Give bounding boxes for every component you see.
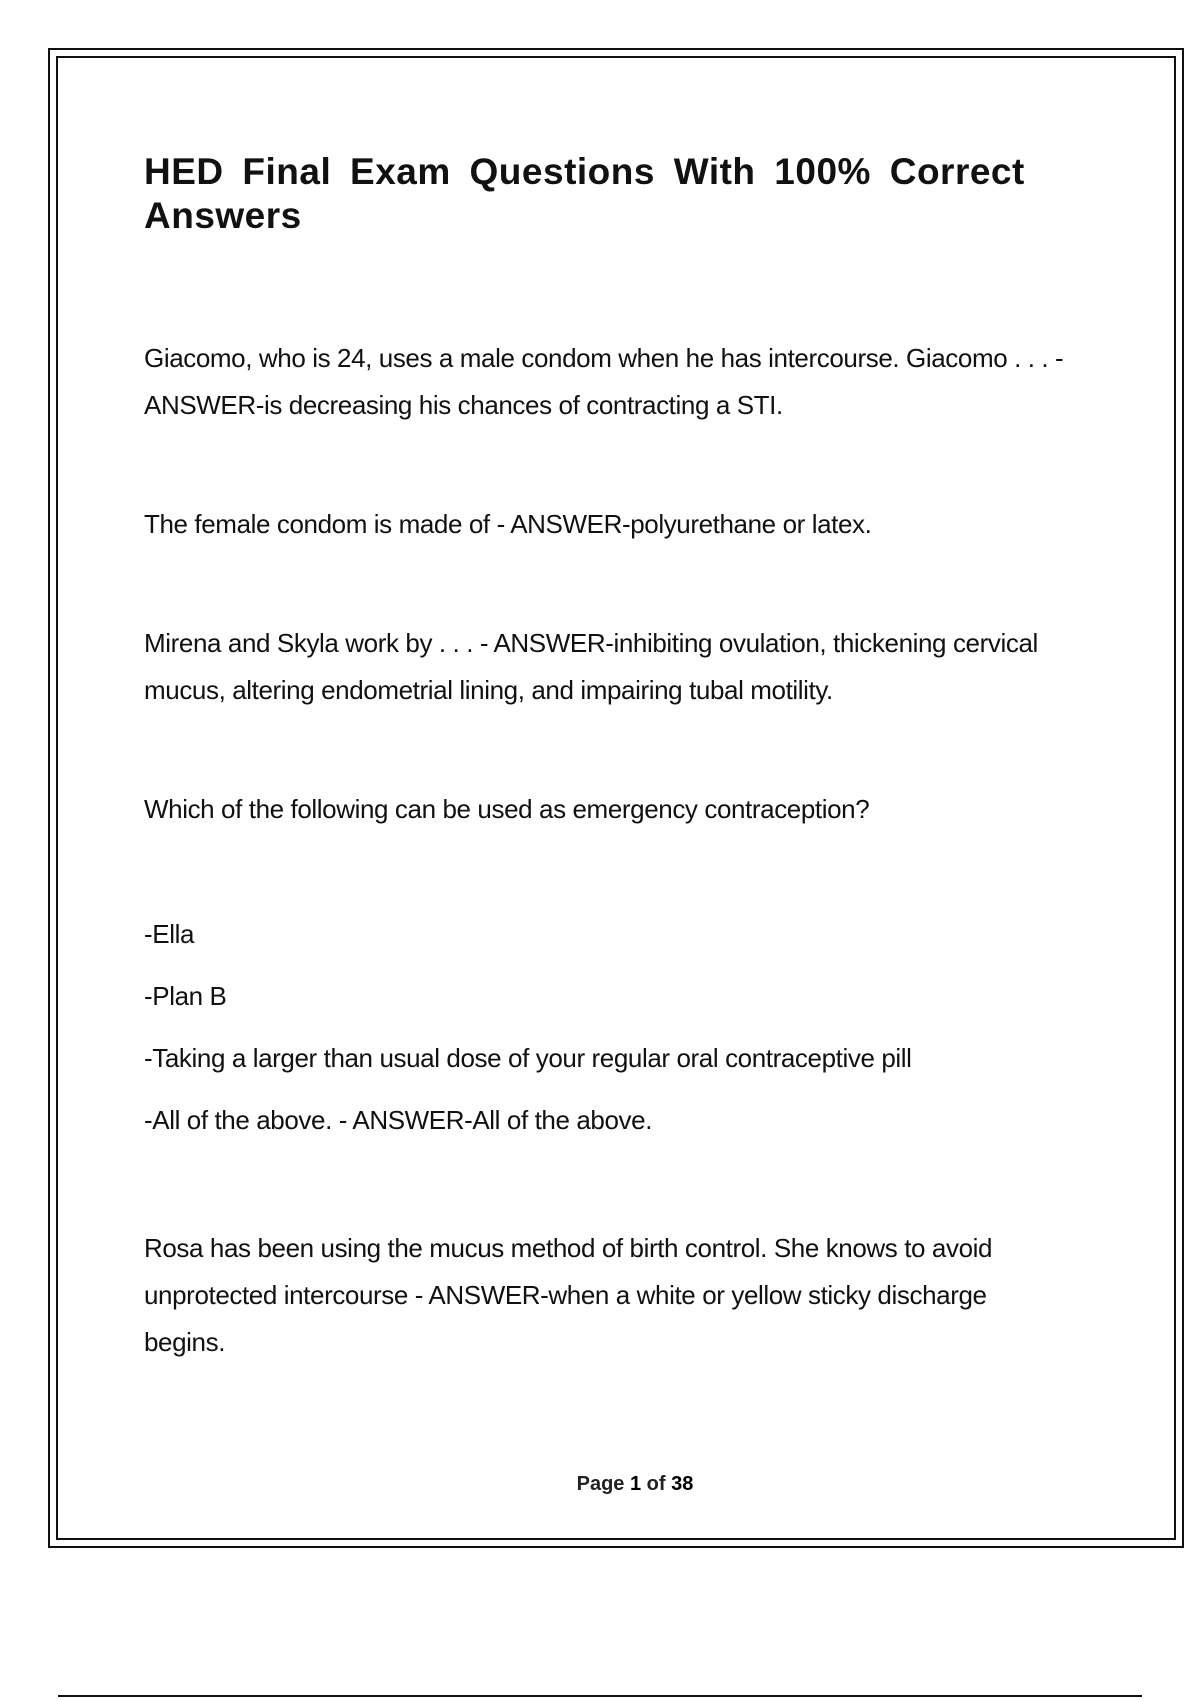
page-bottom-rule (58, 1695, 1142, 1697)
of-label: of (646, 1473, 666, 1495)
question-answer-condom-male: Giacomo, who is 24, uses a male condom when he has intercourse. Giacomo . . . - ANSWER-is decreasing his chances of contracting a STI. (144, 342, 1064, 420)
option-item: -Taking a larger than usual dose of your regular oral contraceptive pill (144, 1042, 912, 1073)
page-label: Page (576, 1473, 625, 1495)
question-emergency-contraception: Which of the following can be used as emergency contraception? (144, 793, 870, 824)
total-pages-number: 38 (671, 1473, 694, 1495)
option-item: -Plan B (144, 980, 227, 1011)
page-number (0, 1473, 1200, 1496)
current-page-number: 1 (629, 1473, 642, 1495)
option-item: -All of the above. - ANSWER-All of the above. (144, 1104, 653, 1135)
answer-options-list (144, 903, 1064, 1151)
document-body (144, 150, 1064, 1366)
question-answer-mucus-method: Rosa has been using the mucus method of birth control. She knows to avoid unprotected intercourse - ANSWER-when a white or yellow sticky discharge begins. (144, 1232, 993, 1357)
question-answer-female-condom: The female condom is made of - ANSWER-polyurethane or latex. (144, 508, 872, 539)
question-answer-mirena-skyla: Mirena and Skyla work by . . . - ANSWER-inhibiting ovulation, thickening cervical mucus, altering endometrial lining, and impairing tubal motility. (144, 627, 1038, 705)
document-title: HED Final Exam Questions With 100% Correct Answers (144, 151, 1025, 237)
option-item: -Ella (144, 918, 195, 949)
